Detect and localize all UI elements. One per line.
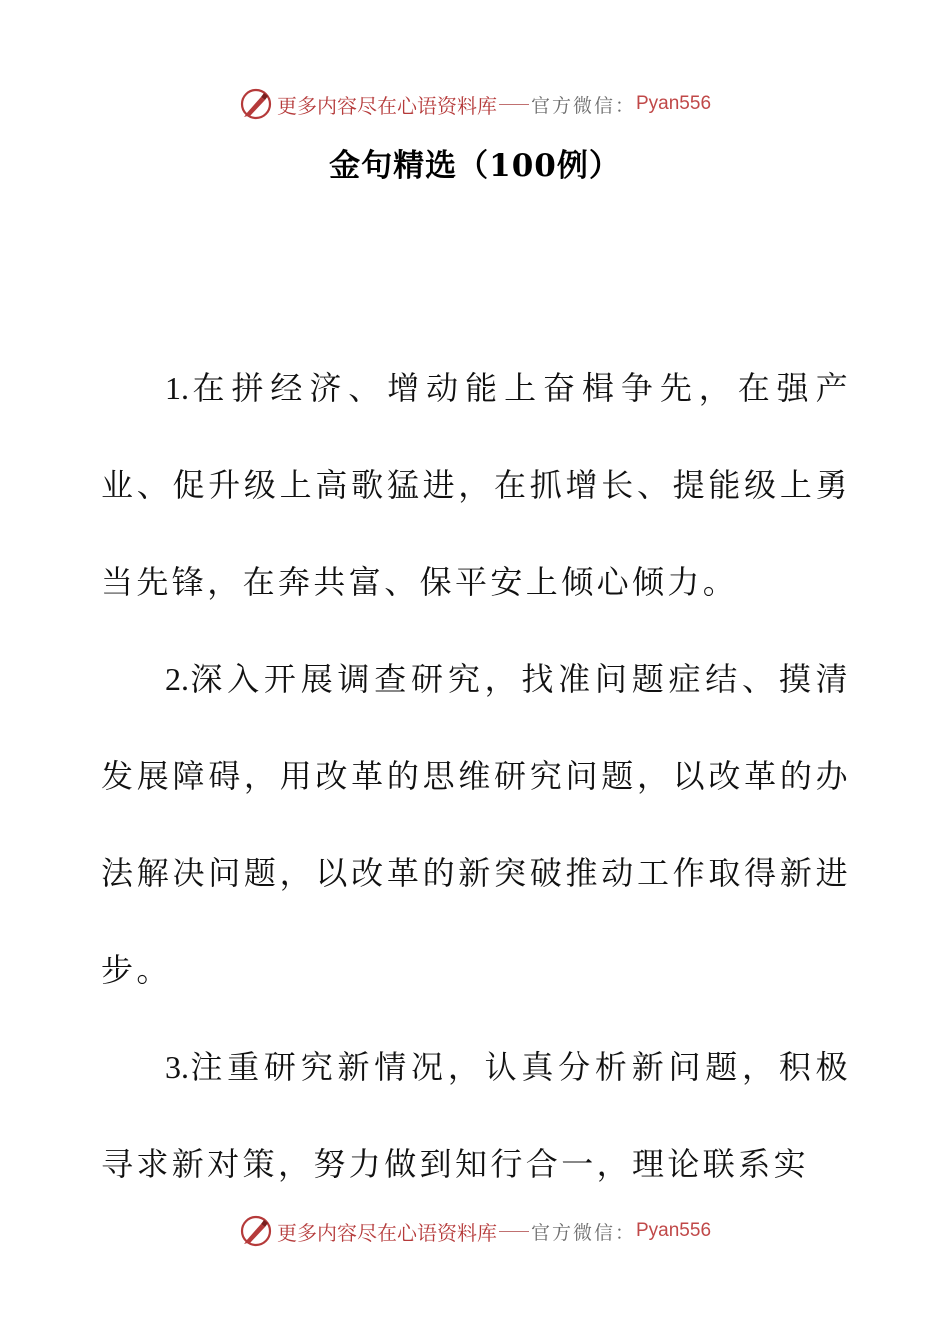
footer-watermark (0, 1211, 950, 1251)
paragraph-text: 深入开展调查研究，找准问题症结、摸清发展障碍，用改革的思维研究问题，以改革的办法解决问题，以改革的新突破推动工作取得新进步。 (101, 660, 851, 989)
paragraph-number: 2. (165, 661, 189, 697)
paragraph-1 (101, 340, 851, 631)
header-watermark (0, 84, 950, 124)
document-title: 金句精选（100例） (329, 148, 621, 184)
document-body (101, 340, 851, 1213)
paragraph-2 (101, 631, 851, 1019)
watermark-main-text: 更多内容尽在心语资料库 (276, 93, 497, 118)
paragraph-number: 1. (165, 370, 189, 406)
watermark-dash (499, 1231, 529, 1232)
watermark-wechat-id: Pyan556 (636, 93, 712, 114)
watermark-sub-text: 官方微信： (530, 1221, 636, 1244)
paragraph-number: 3. (165, 1049, 189, 1085)
paragraph-text: 在拼经济、增动能上奋楫争先，在强产业、促升级上高歌猛进，在抓增长、提能级上勇当先锋，在奔共富、保平安上倾心倾力。 (101, 369, 851, 601)
watermark-main-text: 更多内容尽在心语资料库 (276, 1220, 497, 1245)
watermark-wechat-id: Pyan556 (636, 1220, 712, 1241)
paragraph-3 (101, 1019, 851, 1213)
watermark-dash (499, 104, 529, 105)
watermark-sub-text: 官方微信： (530, 94, 636, 117)
pen-logo-icon (239, 1214, 273, 1248)
paragraph-text: 注重研究新情况，认真分析新问题，积极寻求新对策，努力做到知行合一，理论联系实 (101, 1048, 851, 1183)
pen-logo-icon (239, 87, 273, 121)
